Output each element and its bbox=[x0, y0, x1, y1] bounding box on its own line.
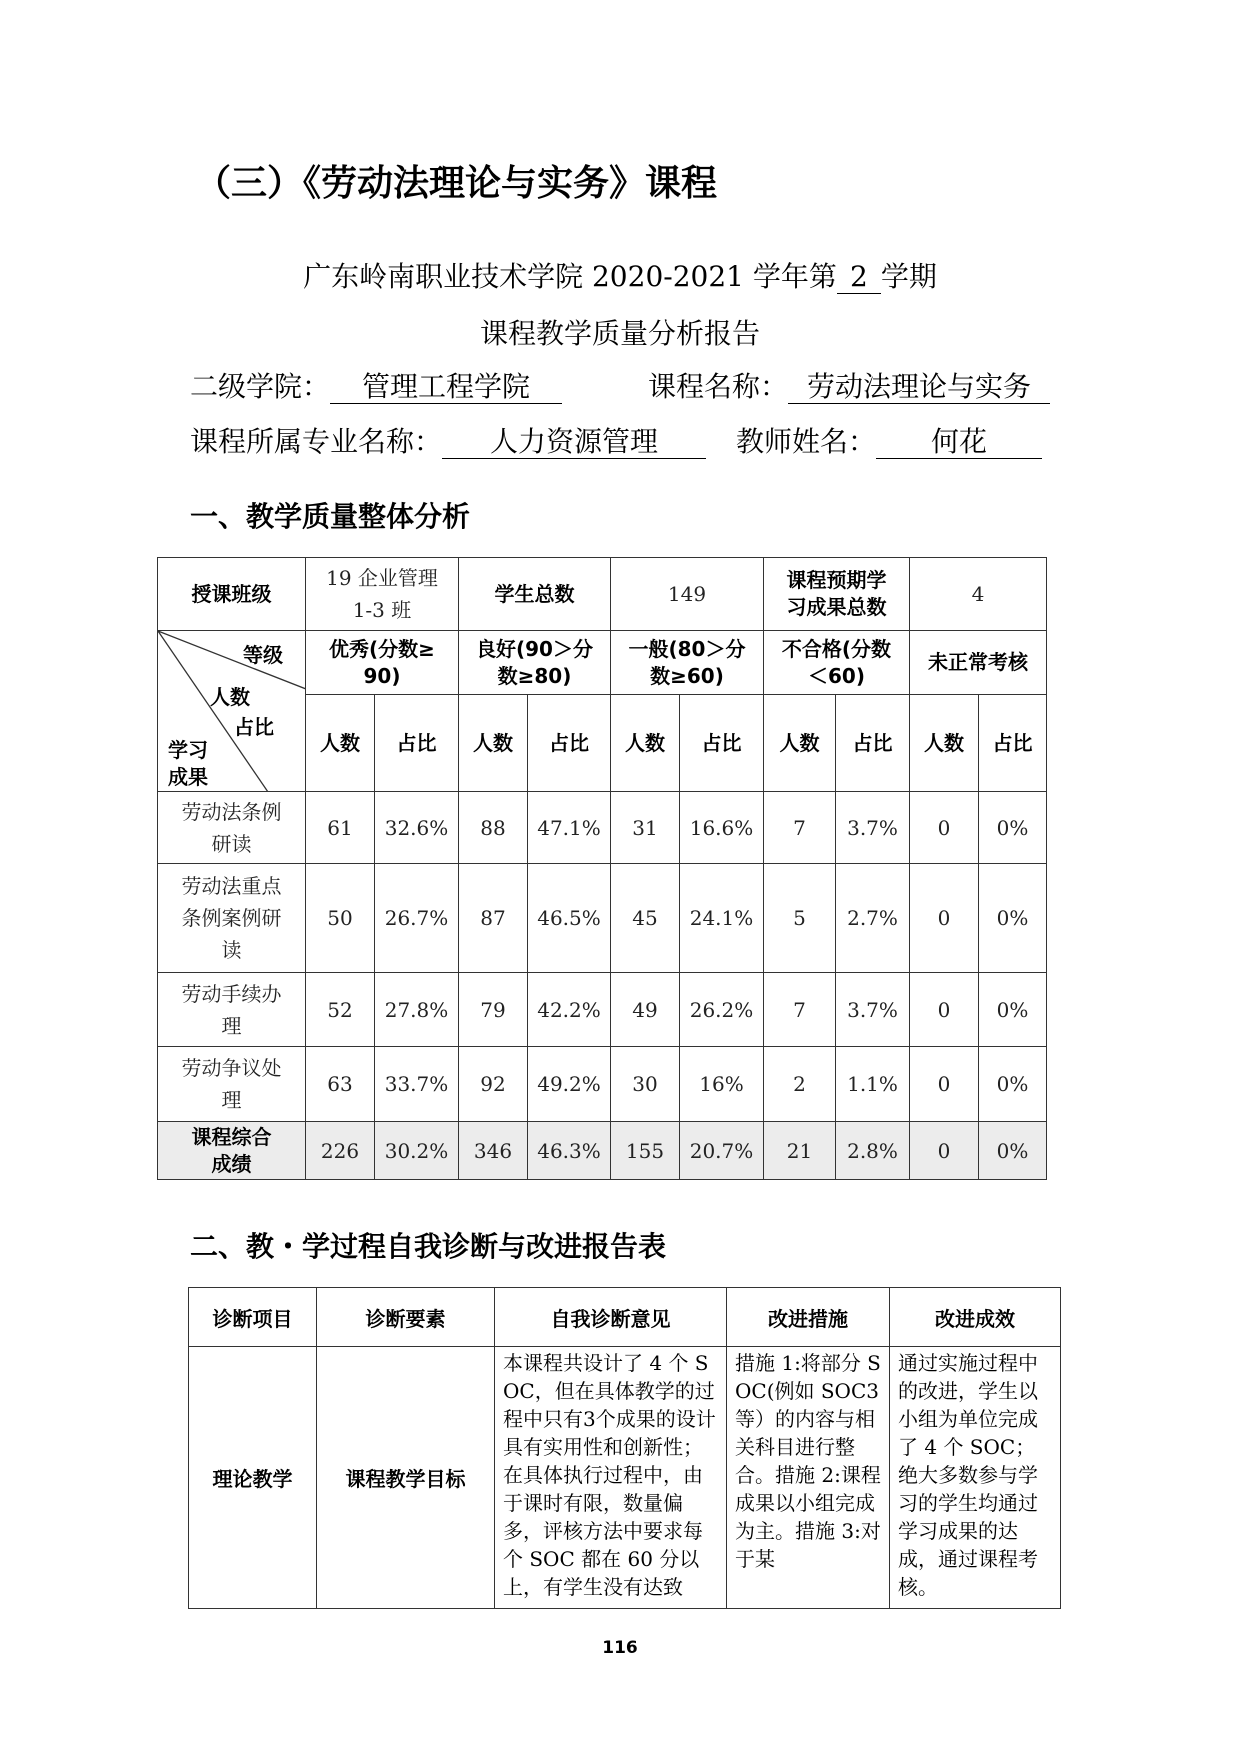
count-header: 人数 bbox=[306, 695, 375, 792]
class-label: 授课班级 bbox=[158, 558, 306, 631]
diagonal-header-cell bbox=[158, 631, 306, 792]
ratio-cell: 1.1% bbox=[836, 1047, 910, 1122]
count-cell: 50 bbox=[306, 864, 375, 973]
count-cell: 92 bbox=[459, 1047, 528, 1122]
count-cell: 0 bbox=[910, 973, 979, 1047]
outcomes-label: 课程预期学 习成果总数 bbox=[764, 558, 910, 631]
info-row-major bbox=[190, 420, 1042, 460]
diag-opinion: 本课程共设计了 4 个 SOC，但在具体教学的过程中只有3个成果的设计具有实用性和创新性；在具体执行过程中，由于课时有限，数量偏多，评核方法中要求每个 SOC 都在 60 分以上，有学生没有达致 bbox=[495, 1347, 727, 1609]
ratio-cell: 20.7% bbox=[680, 1122, 764, 1180]
total-students-label: 学生总数 bbox=[459, 558, 611, 631]
ratio-cell: 42.2% bbox=[528, 973, 611, 1047]
count-cell: 155 bbox=[611, 1122, 680, 1180]
diag-header-effect: 改进成效 bbox=[890, 1288, 1061, 1347]
ratio-cell: 16.6% bbox=[680, 792, 764, 864]
major-value: 人力资源管理 bbox=[442, 426, 706, 459]
table-row bbox=[189, 1347, 1061, 1609]
level-good: 良好(90＞分 数≥80) bbox=[459, 631, 611, 695]
ratio-header: 占比 bbox=[680, 695, 764, 792]
count-cell: 226 bbox=[306, 1122, 375, 1180]
college-value: 管理工程学院 bbox=[330, 371, 562, 404]
info-row-college bbox=[190, 365, 1050, 405]
level-fail: 不合格(分数 ＜60) bbox=[764, 631, 910, 695]
outcomes-value: 4 bbox=[910, 558, 1047, 631]
heading-self-diagnosis: 二、教・学过程自我诊断与改进报告表 bbox=[190, 1230, 667, 1263]
table-row bbox=[158, 558, 1047, 631]
ratio-header: 占比 bbox=[375, 695, 459, 792]
diag-header-opinion: 自我诊断意见 bbox=[495, 1288, 727, 1347]
outcome-name: 劳动争议处 理 bbox=[158, 1047, 306, 1122]
count-cell: 63 bbox=[306, 1047, 375, 1122]
count-cell: 88 bbox=[459, 792, 528, 864]
count-header: 人数 bbox=[764, 695, 836, 792]
outcome-name: 劳动手续办 理 bbox=[158, 973, 306, 1047]
class-value: 19 企业管理 1-3 班 bbox=[306, 558, 459, 631]
section-title: （三）《劳动法理论与实务》课程 bbox=[195, 163, 718, 204]
count-cell: 87 bbox=[459, 864, 528, 973]
ratio-cell: 27.8% bbox=[375, 973, 459, 1047]
corner-count: 人数 bbox=[210, 685, 250, 709]
table-row bbox=[158, 631, 1047, 695]
ratio-cell: 2.8% bbox=[836, 1122, 910, 1180]
level-average: 一般(80＞分 数≥60) bbox=[611, 631, 764, 695]
count-cell: 0 bbox=[910, 792, 979, 864]
count-cell: 346 bbox=[459, 1122, 528, 1180]
table-row bbox=[158, 792, 1047, 864]
ratio-cell: 26.2% bbox=[680, 973, 764, 1047]
ratio-cell: 16% bbox=[680, 1047, 764, 1122]
count-cell: 30 bbox=[611, 1047, 680, 1122]
corner-grade: 等级 bbox=[243, 643, 283, 667]
ratio-header: 占比 bbox=[979, 695, 1047, 792]
count-cell: 2 bbox=[764, 1047, 836, 1122]
count-cell: 45 bbox=[611, 864, 680, 973]
count-header: 人数 bbox=[910, 695, 979, 792]
ratio-cell: 46.5% bbox=[528, 864, 611, 973]
report-title-suffix: 学期 bbox=[880, 260, 937, 293]
count-cell: 49 bbox=[611, 973, 680, 1047]
ratio-cell: 33.7% bbox=[375, 1047, 459, 1122]
corner-outcome-1: 学习 bbox=[168, 738, 208, 762]
report-title-line2: 课程教学质量分析报告 bbox=[479, 317, 760, 350]
ratio-cell: 3.7% bbox=[836, 792, 910, 864]
page-number: 116 bbox=[602, 1638, 638, 1658]
ratio-cell: 0% bbox=[979, 1047, 1047, 1122]
count-cell: 7 bbox=[764, 973, 836, 1047]
corner-outcome-2: 成果 bbox=[168, 765, 208, 789]
diag-measures: 措施 1:将部分 SOC(例如 SOC3 等）的内容与相关科目进行整合。措施 2:课程成果以小组完成为主。措施 3:对于某 bbox=[727, 1347, 890, 1609]
ratio-cell: 24.1% bbox=[680, 864, 764, 973]
ratio-cell: 32.6% bbox=[375, 792, 459, 864]
outcome-name: 劳动法条例 研读 bbox=[158, 792, 306, 864]
ratio-cell: 26.7% bbox=[375, 864, 459, 973]
report-title-line1 bbox=[0, 255, 1240, 295]
grade-analysis-table bbox=[157, 557, 1047, 1180]
count-cell: 0 bbox=[910, 1122, 979, 1180]
outcome-rows bbox=[158, 792, 1047, 1180]
ratio-cell: 0% bbox=[979, 792, 1047, 864]
diag-element: 课程教学目标 bbox=[317, 1347, 495, 1609]
ratio-cell: 49.2% bbox=[528, 1047, 611, 1122]
ratio-header: 占比 bbox=[528, 695, 611, 792]
table-row bbox=[158, 973, 1047, 1047]
diag-item: 理论教学 bbox=[189, 1347, 317, 1609]
ratio-cell: 47.1% bbox=[528, 792, 611, 864]
diag-header-item: 诊断项目 bbox=[189, 1288, 317, 1347]
course-label: 课程名称： bbox=[648, 370, 789, 403]
ratio-cell: 3.7% bbox=[836, 973, 910, 1047]
major-label: 课程所属专业名称： bbox=[190, 425, 443, 458]
count-cell: 0 bbox=[910, 864, 979, 973]
diagnosis-table bbox=[188, 1287, 1061, 1609]
count-cell: 21 bbox=[764, 1122, 836, 1180]
outcome-name: 课程综合 成绩 bbox=[158, 1122, 306, 1180]
table-row bbox=[158, 1047, 1047, 1122]
count-cell: 61 bbox=[306, 792, 375, 864]
total-students-value: 149 bbox=[611, 558, 764, 631]
ratio-cell: 2.7% bbox=[836, 864, 910, 973]
count-header: 人数 bbox=[611, 695, 680, 792]
ratio-cell: 30.2% bbox=[375, 1122, 459, 1180]
heading-quality-analysis: 一、教学质量整体分析 bbox=[190, 500, 471, 533]
level-excellent: 优秀(分数≥ 90) bbox=[306, 631, 459, 695]
ratio-cell: 0% bbox=[979, 864, 1047, 973]
count-header: 人数 bbox=[459, 695, 528, 792]
total-row bbox=[158, 1122, 1047, 1180]
count-cell: 31 bbox=[611, 792, 680, 864]
diag-effect: 通过实施过程中的改进，学生以小组为单位完成了 4 个 SOC；绝大多数参与学习的学生均通过学习成果的达成，通过课程考核。 bbox=[890, 1347, 1061, 1609]
count-cell: 52 bbox=[306, 973, 375, 1047]
table-row bbox=[158, 864, 1047, 973]
report-title-prefix: 广东岭南职业技术学院 2020-2021 学年第 bbox=[303, 260, 837, 293]
count-cell: 0 bbox=[910, 1047, 979, 1122]
semester-value: 2 bbox=[837, 261, 881, 294]
count-cell: 5 bbox=[764, 864, 836, 973]
table-row bbox=[189, 1288, 1061, 1347]
diag-header-measures: 改进措施 bbox=[727, 1288, 890, 1347]
teacher-value: 何花 bbox=[876, 426, 1042, 459]
ratio-header: 占比 bbox=[836, 695, 910, 792]
corner-ratio: 占比 bbox=[234, 715, 274, 739]
level-absent: 未正常考核 bbox=[910, 631, 1047, 695]
teacher-label: 教师姓名： bbox=[736, 425, 877, 458]
count-cell: 7 bbox=[764, 792, 836, 864]
college-label: 二级学院： bbox=[190, 370, 331, 403]
count-cell: 79 bbox=[459, 973, 528, 1047]
outcome-name: 劳动法重点 条例案例研 读 bbox=[158, 864, 306, 973]
course-value: 劳动法理论与实务 bbox=[788, 371, 1050, 404]
ratio-cell: 46.3% bbox=[528, 1122, 611, 1180]
diag-header-element: 诊断要素 bbox=[317, 1288, 495, 1347]
ratio-cell: 0% bbox=[979, 1122, 1047, 1180]
ratio-cell: 0% bbox=[979, 973, 1047, 1047]
